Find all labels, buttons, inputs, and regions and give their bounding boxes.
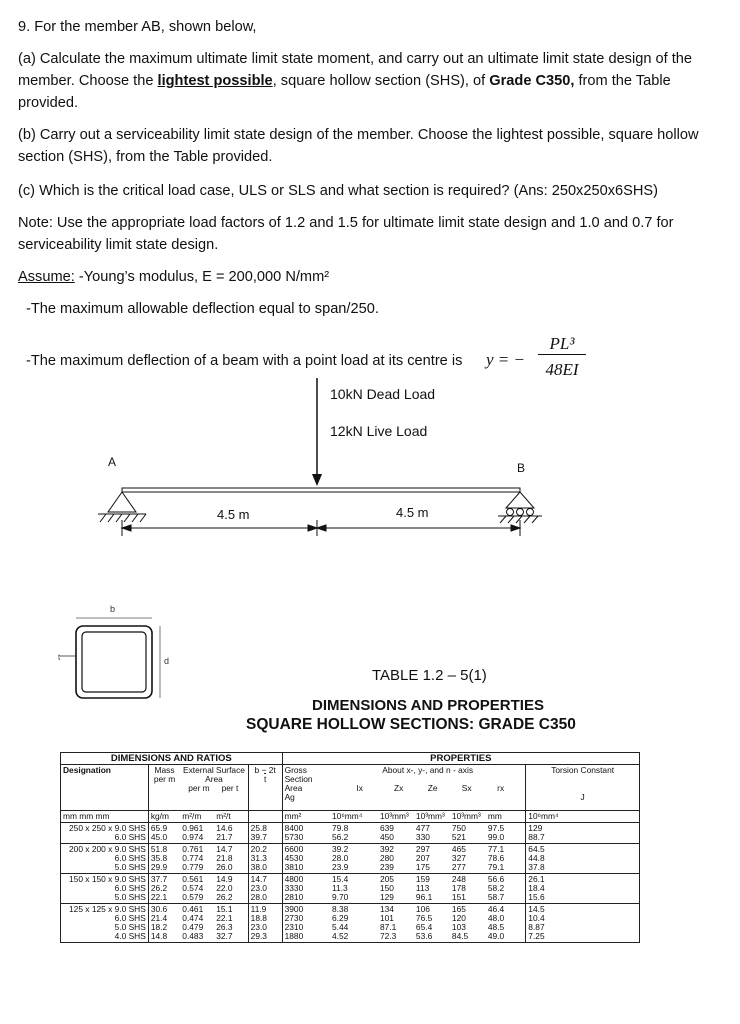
cell-value: 28.0 xyxy=(332,853,349,863)
cell-rx xyxy=(486,874,526,904)
cell-b2t xyxy=(248,844,282,874)
cell-value: 32.7 xyxy=(216,931,233,941)
cell-value: 14.5 xyxy=(528,904,545,914)
cell-ze xyxy=(414,823,450,844)
cell-value: 26.2 xyxy=(216,892,233,902)
cell-value: 5730 xyxy=(284,832,304,842)
cell-value: 21.4 xyxy=(150,913,168,923)
cell-value: 37.8 xyxy=(528,862,545,872)
cell-value: 38.0 xyxy=(250,862,267,872)
note: Note: Use the appropriate load factors of 1.2 and 1.5 for ultimate limit state design and 1.0 and 0.7 for serviceability limit state design. xyxy=(18,215,674,253)
cell-rx xyxy=(486,823,526,844)
shs-section-sketch xyxy=(56,598,186,710)
table-row xyxy=(61,823,640,844)
cell-value: 178 xyxy=(451,883,466,893)
cell-value: 29.3 xyxy=(250,931,267,941)
cell-sx xyxy=(450,823,486,844)
designation-header: Designation xyxy=(63,765,111,775)
cell-value: 297 xyxy=(415,844,430,854)
assume-label: Assume: xyxy=(18,269,75,285)
cell-value: 18.8 xyxy=(250,913,267,923)
cell-ze xyxy=(414,874,450,904)
cell-value: 750 xyxy=(451,823,466,833)
table-row xyxy=(61,874,640,904)
cell-mass xyxy=(148,904,180,943)
cell-value: 639 xyxy=(379,823,394,833)
cell-value: 14.7 xyxy=(250,874,267,884)
cell-value: 79.1 xyxy=(487,862,505,872)
cell-value: 79.8 xyxy=(332,823,349,833)
group-props-header: PROPERTIES xyxy=(282,753,639,765)
cell-value: 392 xyxy=(379,844,394,854)
cell-value: 0.461 xyxy=(182,904,204,914)
cell-b2t xyxy=(248,904,282,943)
cell-per-m xyxy=(180,844,214,874)
cell-value: 6600 xyxy=(284,844,304,854)
cell-value: 165 xyxy=(451,904,466,914)
cell-value: 53.6 xyxy=(415,931,433,941)
cell-value: 4530 xyxy=(284,853,304,863)
cell-value: 200 x 200 x 9.0 SHS xyxy=(69,844,146,854)
cell-value: 30.6 xyxy=(150,904,168,914)
cell-value: 21.7 xyxy=(216,832,233,842)
cell-value: 8.38 xyxy=(332,904,349,914)
live-load-label: 12kN Live Load xyxy=(330,423,428,439)
unit-ix: 10⁶mm⁴ xyxy=(332,811,363,821)
cell-value: 239 xyxy=(379,862,394,872)
cell-value: 46.4 xyxy=(487,904,505,914)
cell-j xyxy=(526,844,640,874)
cell-per-t xyxy=(214,874,248,904)
cell-value: 11.3 xyxy=(332,883,348,893)
cell-ag xyxy=(282,904,330,943)
cell-value: 44.8 xyxy=(528,853,545,863)
cell-value: 22.1 xyxy=(150,892,168,902)
cell-value: 103 xyxy=(451,922,466,932)
cell-value: 3900 xyxy=(284,904,304,914)
cell-value: 250 x 250 x 9.0 SHS xyxy=(69,823,146,833)
cell-value: 20.2 xyxy=(250,844,267,854)
cell-value: 450 xyxy=(379,832,394,842)
cell-value: 51.8 xyxy=(150,844,168,854)
cell-j xyxy=(526,874,640,904)
cell-b2t xyxy=(248,874,282,904)
cell-value: 14.9 xyxy=(216,874,233,884)
cell-value: 6.0 SHS xyxy=(114,853,146,863)
cell-value: 151 xyxy=(451,892,466,902)
beam-diagram xyxy=(0,370,740,600)
cell-mass xyxy=(148,874,180,904)
dimension-line xyxy=(122,520,520,536)
cell-value: 5.0 SHS xyxy=(114,892,146,902)
cell-value: 521 xyxy=(451,832,466,842)
cell-value: 280 xyxy=(379,853,394,863)
cell-ag xyxy=(282,823,330,844)
cell-zx xyxy=(378,874,414,904)
unit-j: 10⁶mm⁴ xyxy=(526,811,640,823)
cell-value: 465 xyxy=(451,844,466,854)
formula-numerator: PL³ xyxy=(538,334,586,355)
sketch-label-b: b xyxy=(110,604,116,614)
cell-value: 22.0 xyxy=(216,883,233,893)
cell-value: 15.1 xyxy=(216,904,233,914)
unit-ze: 10³mm³ xyxy=(415,811,445,821)
cell-zx xyxy=(378,844,414,874)
question-heading: 9. For the member AB, shown below, xyxy=(18,19,257,35)
cell-value: 207 xyxy=(415,853,430,863)
cell-per-m xyxy=(180,904,214,943)
cell-value: 150 xyxy=(379,883,394,893)
cell-value: 150 x 150 x 9.0 SHS xyxy=(69,874,146,884)
cell-value: 134 xyxy=(379,904,394,914)
dead-load-label: 10kN Dead Load xyxy=(330,386,436,402)
unit-b2t xyxy=(248,811,282,823)
cell-rx xyxy=(486,904,526,943)
cell-value: 159 xyxy=(415,874,430,884)
cell-value: 3330 xyxy=(284,883,304,893)
torsion-header: Torsion Constant J xyxy=(526,765,640,811)
cell-ze xyxy=(414,844,450,874)
formula-denominator: 48EI xyxy=(545,360,579,379)
cell-value: 14.8 xyxy=(150,931,168,941)
cell-value: 15.6 xyxy=(528,892,545,902)
cell-ag xyxy=(282,844,330,874)
roller-support-b xyxy=(498,492,542,523)
cell-value: 64.5 xyxy=(528,844,545,854)
cell-value: 28.0 xyxy=(250,892,267,902)
unit-per-t: m²/t xyxy=(216,811,231,821)
cell-value: 6.0 SHS xyxy=(114,913,146,923)
unit-sx: 10³mm³ xyxy=(451,811,481,821)
cell-value: 4.52 xyxy=(332,931,349,941)
part-b: (b) Carry out a serviceability limit state design of the member. Choose the lightest possible, square hollow section (SHS), from the Table provided. xyxy=(18,127,699,165)
unit-per-m: m²/m xyxy=(182,811,202,821)
assume-line-3: -The maximum deflection of a beam with a point load at its centre is xyxy=(26,353,463,369)
cell-value: 0.561 xyxy=(182,874,204,884)
cell-value: 18.2 xyxy=(150,922,168,932)
cell-value: 106 xyxy=(415,904,430,914)
span-left-label: 4.5 m xyxy=(217,507,250,522)
cell-value: 48.0 xyxy=(487,913,505,923)
cell-value: 6.29 xyxy=(332,913,349,923)
mass-header: Mass per m xyxy=(148,765,180,811)
cell-sx xyxy=(450,904,486,943)
cell-value: 4.0 SHS xyxy=(114,931,146,941)
cell-j xyxy=(526,904,640,943)
sketch-label-t: t xyxy=(58,653,61,662)
cell-mass xyxy=(148,844,180,874)
cell-value: 6.0 SHS xyxy=(114,883,146,893)
cell-value: 84.5 xyxy=(451,931,469,941)
unit-zx: 10³mm³ xyxy=(379,811,409,821)
cell-value: 2310 xyxy=(284,922,304,932)
shs-inner xyxy=(82,632,146,692)
cell-value: 129 xyxy=(528,823,543,833)
cell-designation xyxy=(61,904,149,943)
cell-value: 6.0 SHS xyxy=(114,832,146,842)
cell-value: 0.579 xyxy=(182,892,204,902)
cell-ix xyxy=(330,823,378,844)
cell-value: 120 xyxy=(451,913,466,923)
cell-value: 56.6 xyxy=(487,874,505,884)
part-c: (c) Which is the critical load case, ULS or SLS and what section is required? (Ans: 250x250x6SHS) xyxy=(18,183,658,199)
b2t-header: b − 2t t xyxy=(248,765,282,811)
cell-value: 2810 xyxy=(284,892,304,902)
cell-per-t xyxy=(214,823,248,844)
cell-value: 76.5 xyxy=(415,913,433,923)
cell-value: 14.7 xyxy=(216,844,233,854)
cell-sx xyxy=(450,844,486,874)
cell-value: 58.2 xyxy=(487,883,505,893)
cell-value: 26.3 xyxy=(216,922,233,932)
table-row xyxy=(61,844,640,874)
span-right-label: 4.5 m xyxy=(396,505,429,520)
cell-value: 175 xyxy=(415,862,430,872)
cell-value: 37.7 xyxy=(150,874,168,884)
assume-line-2: -The maximum allowable deflection equal to span/250. xyxy=(26,301,379,317)
shs-outer xyxy=(76,626,152,698)
cell-value: 5.44 xyxy=(332,922,349,932)
cell-value: 23.9 xyxy=(332,862,349,872)
cell-per-m xyxy=(180,823,214,844)
cell-zx xyxy=(378,904,414,943)
cell-value: 23.0 xyxy=(250,922,267,932)
cell-value: 77.1 xyxy=(487,844,505,854)
cell-value: 87.1 xyxy=(379,922,397,932)
cell-value: 48.5 xyxy=(487,922,505,932)
cell-j xyxy=(526,823,640,844)
cell-value: 101 xyxy=(379,913,394,923)
grade-emphasis: Grade C350, xyxy=(489,73,575,89)
support-a-label: A xyxy=(108,455,117,469)
ext-surface-header: External Surface Area per m per t xyxy=(183,765,245,793)
cell-value: 21.8 xyxy=(216,853,233,863)
cell-value: 88.7 xyxy=(528,832,545,842)
cell-b2t xyxy=(248,823,282,844)
cell-value: 29.9 xyxy=(150,862,168,872)
assume-line-1: Assume: -Young’s modulus, E = 200,000 N/mm² xyxy=(18,269,330,285)
cell-ix xyxy=(330,844,378,874)
table-heading: DIMENSIONS AND PROPERTIES xyxy=(312,697,544,714)
cell-value: 0.961 xyxy=(182,823,204,833)
cell-value: 15.4 xyxy=(332,874,349,884)
cell-value: 23.0 xyxy=(250,883,267,893)
cell-value: 0.974 xyxy=(182,832,204,842)
unit-rx: mm xyxy=(487,811,502,821)
cell-value: 11.9 xyxy=(250,904,267,914)
cell-value: 129 xyxy=(379,892,394,902)
cell-value: 18.4 xyxy=(528,883,545,893)
table-row xyxy=(61,904,640,943)
point-load-arrow xyxy=(312,378,322,486)
cell-designation xyxy=(61,823,149,844)
cell-value: 97.5 xyxy=(487,823,505,833)
cell-value: 1880 xyxy=(284,931,304,941)
cell-ix xyxy=(330,874,378,904)
cell-value: 125 x 125 x 9.0 SHS xyxy=(69,904,146,914)
cell-value: 31.3 xyxy=(250,853,267,863)
cell-value: 9.70 xyxy=(332,892,349,902)
cell-mass xyxy=(148,823,180,844)
beam xyxy=(122,488,520,492)
cell-value: 22.1 xyxy=(216,913,233,923)
cell-value: 10.4 xyxy=(528,913,545,923)
cell-value: 58.7 xyxy=(487,892,505,902)
cell-ag xyxy=(282,874,330,904)
cell-value: 4800 xyxy=(284,874,304,884)
cell-value: 26.2 xyxy=(150,883,168,893)
shs-properties-table xyxy=(60,752,640,943)
cell-ze xyxy=(414,904,450,943)
cell-value: 2730 xyxy=(284,913,304,923)
cell-value: 0.779 xyxy=(182,862,204,872)
cell-designation xyxy=(61,844,149,874)
cell-value: 330 xyxy=(415,832,430,842)
cell-value: 39.2 xyxy=(332,844,349,854)
cell-value: 0.474 xyxy=(182,913,204,923)
gross-area-header: Gross Section Area Ag xyxy=(282,765,330,811)
cell-value: 0.574 xyxy=(182,883,204,893)
cell-sx xyxy=(450,874,486,904)
cell-designation xyxy=(61,874,149,904)
cell-value: 327 xyxy=(451,853,466,863)
cell-value: 5.0 SHS xyxy=(114,862,146,872)
axis-header: About x-, y-, and n - axis Ix Zx Ze Sx rx xyxy=(356,765,505,793)
cell-value: 96.1 xyxy=(415,892,433,902)
cell-value: 248 xyxy=(451,874,466,884)
cell-value: 56.2 xyxy=(332,832,349,842)
cell-value: 0.479 xyxy=(182,922,204,932)
cell-value: 0.774 xyxy=(182,853,204,863)
formula-y: y = − xyxy=(486,350,525,369)
part-a: (a) Calculate the maximum ultimate limit state moment, and carry out an ultimate limit state design of the member. Choose the lightest possible, square hollow section (SHS), of Grade C350, from the Table provided. xyxy=(18,51,693,111)
cell-value: 26.0 xyxy=(216,862,233,872)
cell-value: 8400 xyxy=(284,823,304,833)
table-number: TABLE 1.2 – 5(1) xyxy=(372,667,487,684)
support-b-label: B xyxy=(517,461,526,475)
table-subheading: SQUARE HOLLOW SECTIONS: GRADE C350 xyxy=(246,716,576,733)
cell-value: 3810 xyxy=(284,862,304,872)
unit-ag: mm² xyxy=(282,811,330,823)
unit-mass: kg/m xyxy=(148,811,180,823)
cell-rx xyxy=(486,844,526,874)
group-dims-header: DIMENSIONS AND RATIOS xyxy=(110,753,232,764)
cell-value: 8.87 xyxy=(528,922,545,932)
cell-value: 72.3 xyxy=(379,931,397,941)
cell-value: 477 xyxy=(415,823,430,833)
cell-value: 35.8 xyxy=(150,853,168,863)
unit-designation: mm mm mm xyxy=(63,811,110,821)
cell-value: 78.6 xyxy=(487,853,505,863)
cell-per-m xyxy=(180,874,214,904)
cell-value: 65.4 xyxy=(415,922,433,932)
cell-value: 45.0 xyxy=(150,832,168,842)
cell-value: 39.7 xyxy=(250,832,267,842)
cell-ix xyxy=(330,904,378,943)
pin-support-a xyxy=(98,492,146,522)
cell-value: 7.25 xyxy=(528,931,545,941)
units-row xyxy=(61,811,640,823)
cell-value: 277 xyxy=(451,862,466,872)
cell-value: 26.1 xyxy=(528,874,545,884)
table-body xyxy=(61,823,640,943)
cell-value: 0.761 xyxy=(182,844,204,854)
sketch-label-d: d xyxy=(164,656,170,666)
cell-value: 5.0 SHS xyxy=(114,922,146,932)
cell-value: 0.483 xyxy=(182,931,204,941)
cell-per-t xyxy=(214,904,248,943)
cell-value: 25.8 xyxy=(250,823,267,833)
cell-per-t xyxy=(214,844,248,874)
cell-value: 14.6 xyxy=(216,823,233,833)
cell-value: 113 xyxy=(415,883,430,893)
cell-value: 65.9 xyxy=(150,823,168,833)
cell-value: 49.0 xyxy=(487,931,505,941)
lightest-possible-emphasis: lightest possible xyxy=(157,73,273,89)
cell-value: 99.0 xyxy=(487,832,505,842)
cell-zx xyxy=(378,823,414,844)
cell-value: 205 xyxy=(379,874,394,884)
